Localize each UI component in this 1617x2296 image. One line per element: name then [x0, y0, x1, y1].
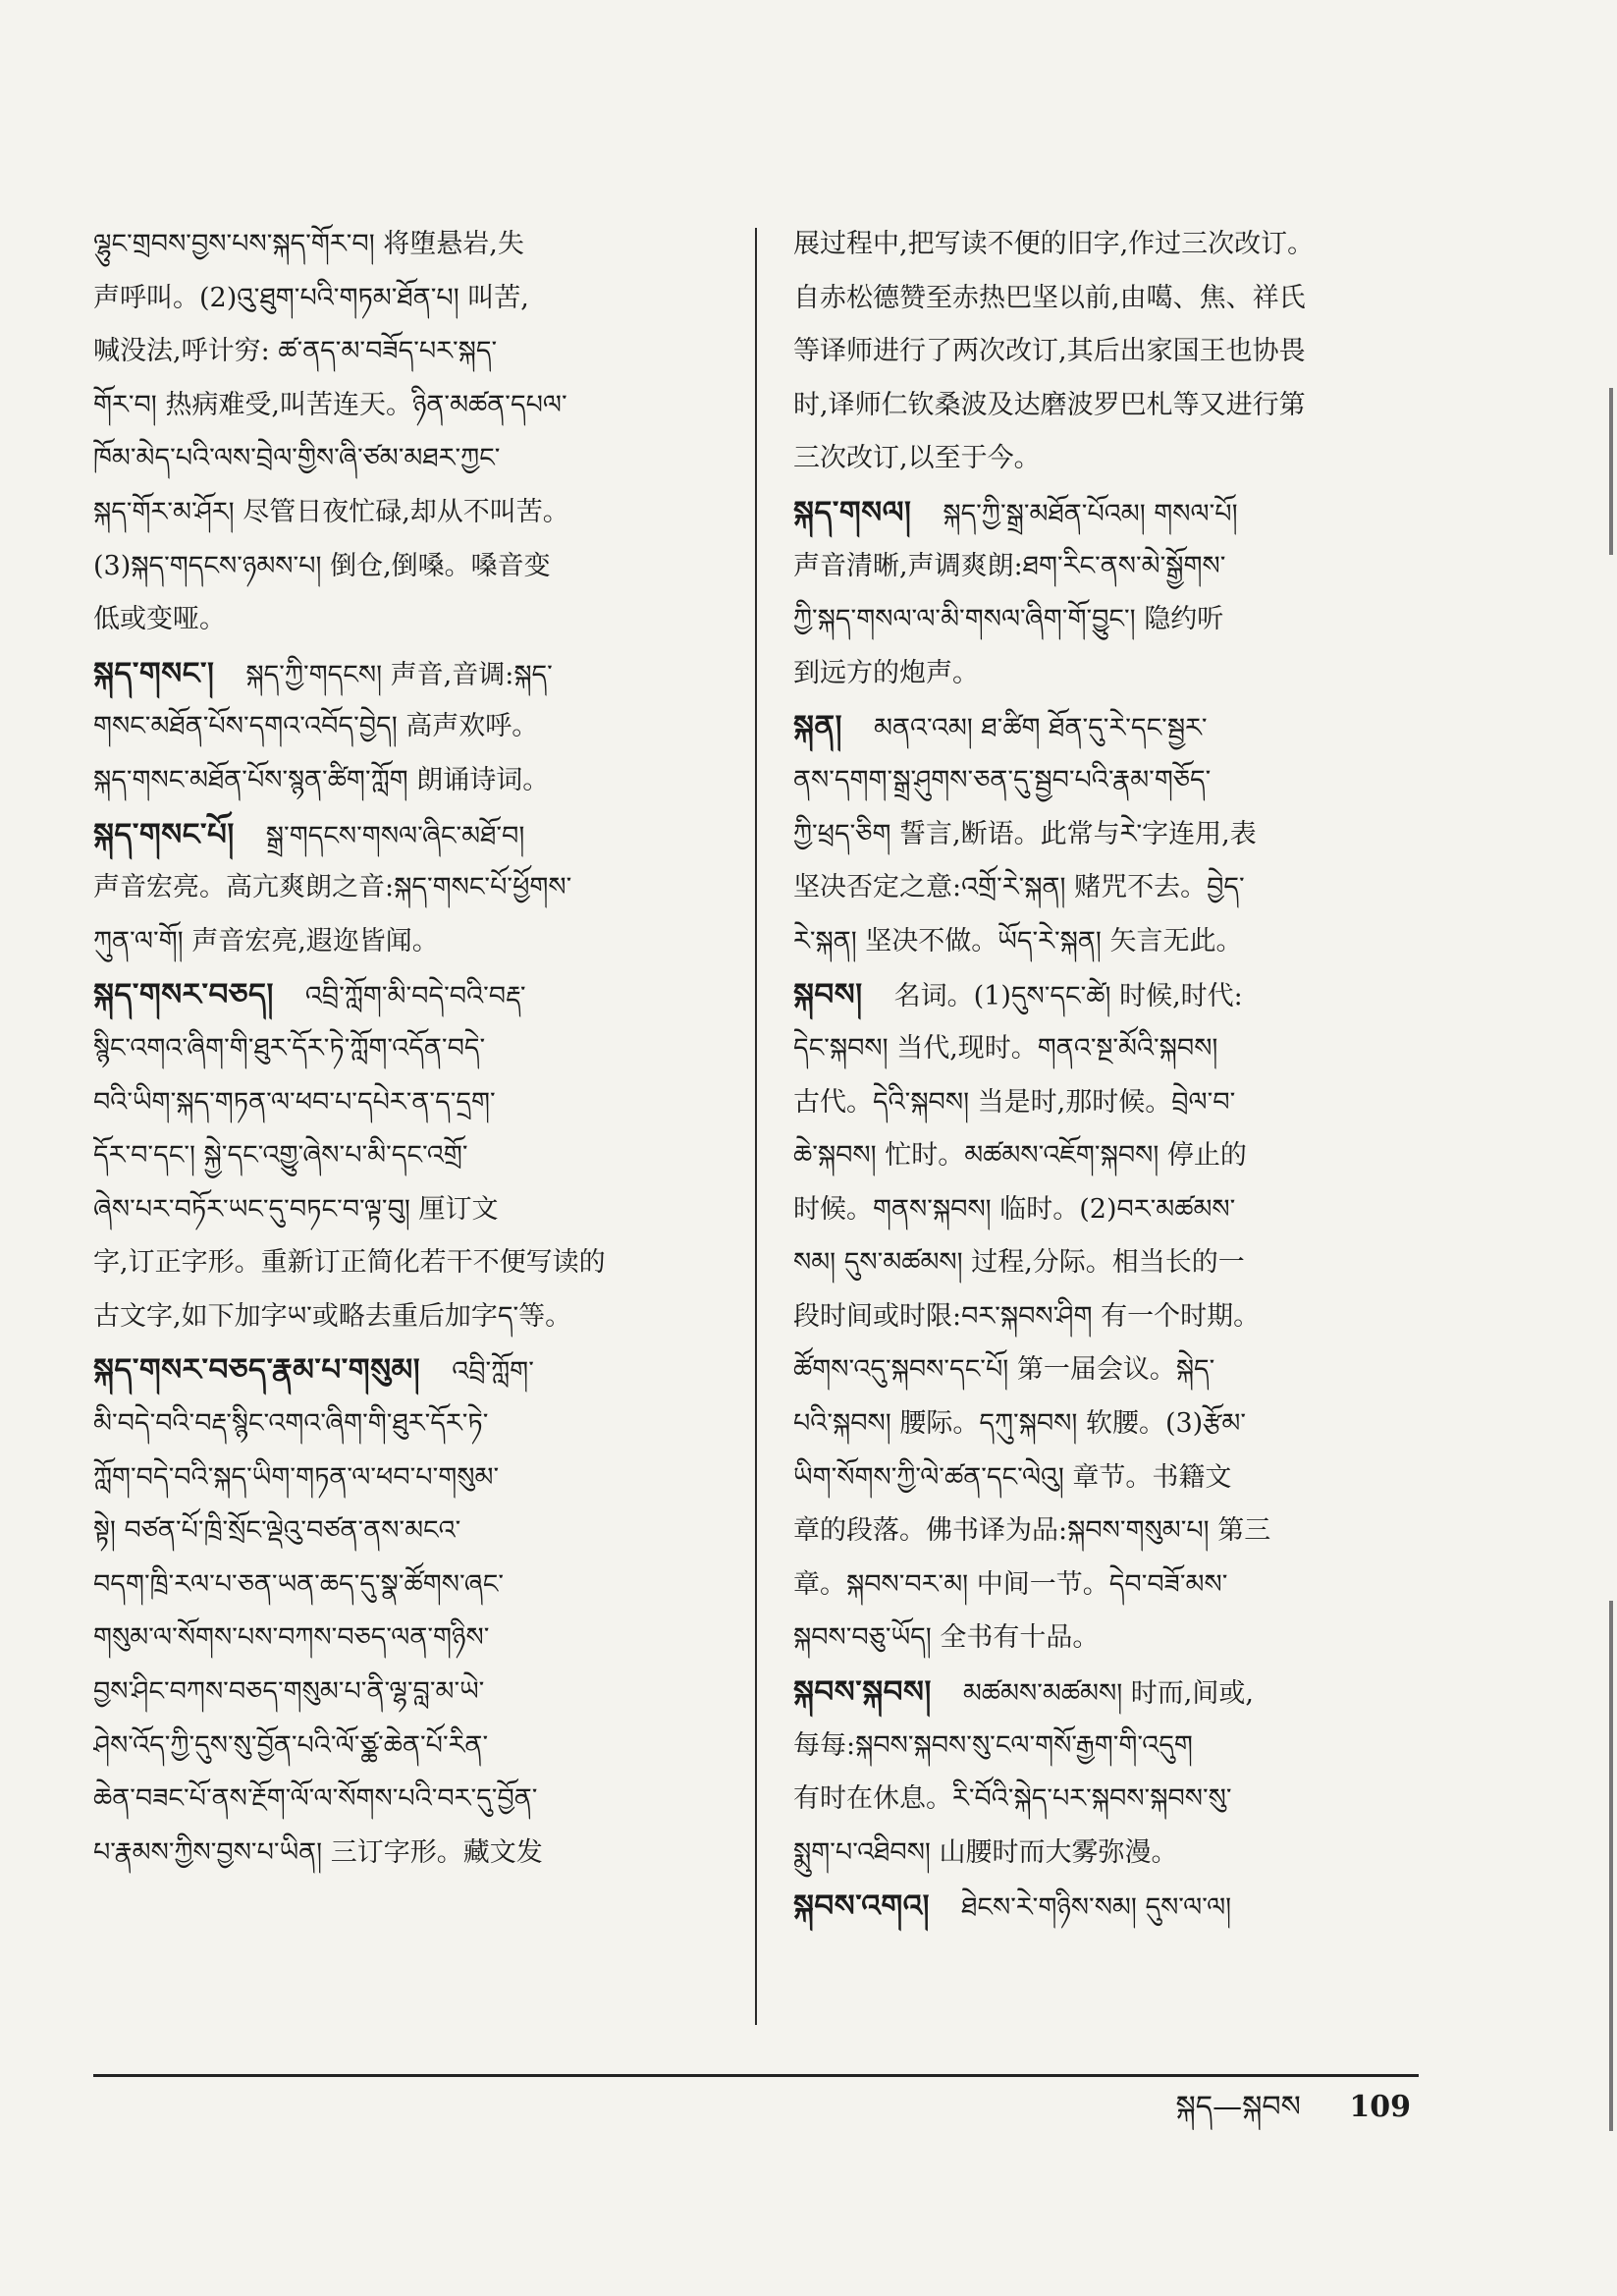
entry-line [93, 700, 749, 754]
entry-line [93, 1558, 749, 1613]
entry-line [793, 486, 1431, 540]
entry-line [93, 272, 749, 326]
entry-line [93, 647, 749, 701]
entry-line [793, 1558, 1431, 1613]
entry-headword: སྐབས། [793, 977, 863, 1013]
entry-text: 名词。(1)དུས་དང་ཚེ། 时候,时代: [893, 981, 1243, 1012]
dictionary-entry [93, 218, 749, 647]
entry-line [793, 861, 1431, 915]
entry-line [793, 968, 1431, 1022]
entry-text: 每每:སྐབས་སྐབས་སུ་ངལ་གསོ་རྒྱག་གི་འདུག [793, 1729, 1193, 1761]
entry-text: 声音清晰,声调爽朗:ཐག་རིང་ནས་མེ་སྒྱོགས་ [793, 550, 1226, 581]
entry-text: ཀུན་ལ་གོ། 声音宏亮,遐迩皆闻。 [93, 925, 439, 957]
entry-line [93, 1666, 749, 1720]
entry-text: སྐད་ཀྱི་གདངས། 声音,音调:སྐད་ [245, 659, 553, 690]
entry-text: གོར་བ། 热病难受,叫苦连天。ཉིན་མཚན་དཔལ་ [93, 389, 567, 420]
entry-text: མི་བདེ་བའི་བརྡ་སྙིང་འགའ་ཞིག་གི་ཐུར་དོར་ཏེ་ [93, 1408, 489, 1440]
entry-line [93, 1183, 749, 1237]
entry-text: སྐད་ཀྱི་སྒྲ་མཐོན་པོའམ། གསལ་པོ། [943, 498, 1238, 529]
entry-line [793, 1451, 1431, 1505]
entry-headword: སྐབས་སྐབས། [793, 1674, 932, 1711]
entry-text: འབྲི་ཀློག་མི་བདེ་བའི་བརྡ་ [304, 981, 526, 1012]
entry-text: 展过程中,把写读不便的旧字,作过三次改订。 [793, 229, 1315, 259]
entry-text: 段时间或时限:བར་སྐབས་ཤིག 有一个时期。 [793, 1300, 1261, 1332]
entry-line [93, 754, 749, 808]
entry-text: 坚决否定之意:འགྲོ་རེ་སྐན། 赌咒不去。བྱེད་ [793, 872, 1245, 903]
entry-text: 等译师进行了两次改订,其后出家国王也协畏 [793, 336, 1306, 367]
entry-headword: སྐད་གསར་བཅད་རྣམ་པ་གསུམ། [93, 1352, 421, 1389]
dictionary-entry [793, 1666, 1431, 1880]
entry-line [793, 432, 1431, 486]
entry-line [93, 915, 749, 969]
entry-text: སྐབས་བཅུ་ཡོད། 全书有十品。 [793, 1622, 1100, 1654]
entry-line [793, 1827, 1431, 1881]
entry-text: དེང་སྐབས། 当代,现时。གནའ་སྔ་མོའི་སྐབས། [793, 1032, 1218, 1064]
entry-text: ཀྱི་སྐད་གསལ་ལ་མི་གསལ་ཞིག་གོ་བྱུང་། 隐约听 [793, 604, 1224, 635]
entry-line [93, 1773, 749, 1827]
entry-text: སྐད་གསང་མཐོན་པོས་སྙན་ཚིག་ཀློག 朗诵诗词。 [93, 764, 550, 795]
entry-line [793, 1236, 1431, 1290]
entry-line [93, 486, 749, 540]
entry-line [93, 1720, 749, 1774]
entry-headword: སྐད་གསང་པོ། [93, 816, 235, 852]
entry-line [93, 1397, 749, 1451]
entry-text: 古文字,如下加字ཡ་或略去重后加字ད་等。 [93, 1300, 572, 1332]
entry-line [93, 1827, 749, 1881]
entry-text: 章的段落。佛书译为品:སྐབས་གསུམ་པ། 第三 [793, 1515, 1271, 1547]
page-number: 109 [1349, 2090, 1411, 2124]
entry-text: ཚོགས་འདུ་སྐབས་དང་པོ། 第一届会议。སྐེད་ [793, 1354, 1215, 1386]
right-column [793, 218, 1431, 1934]
entry-headword: སྐན། [793, 709, 842, 745]
entry-line [793, 1773, 1431, 1827]
entry-text: 有时在休息。རི་བོའི་སྐེད་པར་སྐབས་སྐབས་སུ་ [793, 1783, 1232, 1815]
entry-line [793, 1880, 1431, 1934]
entry-line [93, 1129, 749, 1183]
entry-text: ཤེས་འོད་ཀྱི་དུས་སུ་བྱོན་པའི་ལོ་ཙྪ་ཆེན་པོ་རིན་ [93, 1729, 489, 1761]
entry-headword: སྐད་གསང་། [93, 655, 215, 691]
entry-text: 喊没法,呼计穷: ཚ་ནད་མ་བཟོད་པར་སྐད་ [93, 336, 498, 367]
entry-text: བདག་ཁྲི་རལ་པ་ཅན་ཡན་ཆད་དུ་སྣ་ཚོགས་ཞང་ [93, 1568, 505, 1600]
entry-line [793, 1666, 1431, 1720]
entry-text: 声音宏亮。高亢爽朗之音:སྐད་གསང་པོ་ཕྱོགས་ [93, 872, 572, 903]
entry-text: སྐད་གོར་མ་ཤོར། 尽管日夜忙碌,却从不叫苦。 [93, 496, 569, 527]
entry-text: 自赤松德赞至赤热巴坚以前,由噶、焦、祥氏 [793, 282, 1306, 313]
entry-text: 章。སྐབས་བར་མ། 中间一节。དེབ་བཟོ་མས་ [793, 1568, 1228, 1600]
entry-text: ཡིག་སོགས་ཀྱི་ལེ་ཚན་དང་ལེའུ། 章节。书籍文 [793, 1461, 1232, 1493]
headword-range: སྐད—སྐབས [1175, 2090, 1301, 2124]
entry-text: 到远方的炮声。 [793, 657, 979, 688]
entry-text: རེ་སྐན། 坚决不做。ཡོད་རེ་སྐན། 矢言无此。 [793, 925, 1243, 957]
entry-line [793, 1504, 1431, 1558]
entry-line [793, 1022, 1431, 1076]
entry-line [793, 808, 1431, 862]
entry-line [793, 325, 1431, 379]
entry-line [93, 968, 749, 1022]
entry-text: 时,译师仁钦桑波及达磨波罗巴札等又进行第 [793, 389, 1306, 420]
dictionary-entry [93, 808, 749, 969]
entry-text: མཚམས་མཚམས། 时而,间或, [962, 1678, 1254, 1710]
entry-line [93, 218, 749, 272]
entry-line [793, 1720, 1431, 1774]
entry-text: སྙིང་འགའ་ཞིག་གི་ཐུར་དོར་ཏེ་ཀློག་འདོན་བདེ་ [93, 1032, 486, 1064]
entry-line [793, 915, 1431, 969]
entry-text: དོར་བ་དང་། སྐྱེ་དང་འགྱུ་ཞེས་པ་མི་དང་འགྲོ་ [93, 1140, 468, 1172]
entry-text: ཐེངས་རེ་གཉིས་སམ། དུས་ལ་ལ། [961, 1892, 1232, 1924]
entry-text: 古代。དེའི་སྐབས། 当是时,那时候。བྲེལ་བ་ [793, 1086, 1236, 1118]
dictionary-entry [793, 1880, 1431, 1934]
entry-text: 声呼叫。(2)འུ་ཐུག་པའི་གཏམ་ཐོན་པ། 叫苦, [93, 282, 529, 313]
entry-text: 字,订正字形。重新订正简化若干不便写读的 [93, 1247, 606, 1279]
entry-headword: སྐད་གསལ། [793, 494, 912, 530]
entry-headword: སྐད་གསར་བཅད། [93, 977, 274, 1013]
entry-line [93, 1451, 749, 1505]
entry-line [793, 1612, 1431, 1666]
entry-line [793, 1183, 1431, 1237]
entry-line [793, 379, 1431, 433]
entry-text: སམ། དུས་མཚམས། 过程,分际。相当长的一 [793, 1247, 1245, 1279]
entry-line [93, 808, 749, 862]
entry-text: པའི་སྐབས། 腰际。དཀུ་སྐབས། 软腰。(3)རྩོམ་ [793, 1408, 1247, 1440]
entry-line [793, 540, 1431, 594]
entry-line [93, 1236, 749, 1290]
scan-edge-mark [1609, 1601, 1613, 2131]
entry-line [793, 1129, 1431, 1183]
entry-text: 低或变哑。 [93, 604, 226, 635]
dictionary-entry [793, 486, 1431, 700]
entry-line [793, 754, 1431, 808]
entry-line [93, 325, 749, 379]
entry-line [93, 593, 749, 647]
entry-line [93, 432, 749, 486]
entry-text: ཀྱི་ཕྲད་ཅིག 誓言,断语。此常与རེ་字连用,表 [793, 818, 1257, 849]
entry-text: སྨུག་པ་འཐིབས། 山腰时而大雾弥漫。 [793, 1836, 1178, 1868]
entry-line [793, 700, 1431, 754]
entry-text: ཁོམ་མེད་པའི་ལས་བྲེལ་གྱིས་ཞི་ཙམ་མཐར་ཀྱང་ [93, 443, 501, 474]
entry-line [93, 1343, 749, 1397]
entry-line [93, 1290, 749, 1344]
dictionary-entry [793, 968, 1431, 1666]
entry-line [793, 1397, 1431, 1451]
entry-text: ཆེ་སྐབས། 忙时。མཚམས་འཇོག་སྐབས། 停止的 [793, 1140, 1247, 1172]
entry-text: ཀློག་བདེ་བའི་སྐད་ཡིག་གཏན་ལ་ཕབ་པ་གསུམ་ [93, 1461, 500, 1493]
dictionary-entry [93, 968, 749, 1343]
entry-text: ནས་དགག་སྒྲ་ཤུགས་ཅན་དུ་སྦྱབ་པའི་རྣམ་གཅོད་ [793, 764, 1212, 795]
entry-text: འབྲི་ཀློག་ [452, 1356, 534, 1388]
entry-text: གསུམ་ལ་སོགས་པས་བཀས་བཅད་ལན་གཉིས་ [93, 1622, 490, 1654]
bottom-rule [93, 2074, 1419, 2077]
entry-text: བའི་ཡིག་སྐད་གཏན་ལ་ཕབ་པ་དཔེར་ན་ད་དྲག་ [93, 1086, 496, 1118]
dictionary-entry [793, 700, 1431, 968]
scan-edge-mark [1609, 388, 1613, 555]
entry-text: མནའ་འམ། ཐ་ཚིག ཐོན་དུ་རེ་དང་སྦྱར་ [873, 713, 1208, 744]
entry-line [93, 1504, 749, 1558]
entry-line [793, 1343, 1431, 1397]
entry-line [793, 1076, 1431, 1130]
entry-text: བྱས་ཤིང་བཀས་བཅད་གསུམ་པ་ནི་ལྷ་བླ་མ་ཡེ་ [93, 1676, 485, 1708]
left-column [93, 218, 749, 1880]
entry-line [793, 1290, 1431, 1344]
entry-text: སྒྲ་གདངས་གསལ་ཞིང་མཐོ་བ། [265, 820, 525, 851]
dictionary-entry [93, 647, 749, 808]
entry-text: ཆེན་བཟང་པོ་ནས་རྔོག་ལོ་ལ་སོགས་པའི་བར་དུ་བྱོན་ [93, 1783, 538, 1815]
entry-line [93, 1076, 749, 1130]
entry-line [93, 379, 749, 433]
entry-text: ལྷུང་གྲབས་བྱས་པས་སྐད་གོར་བ། 将堕悬岩,失 [93, 229, 524, 259]
entry-line [93, 540, 749, 594]
dictionary-entry [793, 218, 1431, 486]
entry-text: སྟེ། བཙན་པོ་ཁྲི་སྲོང་ལྡེའུ་བཙན་ནས་མངའ་ [93, 1515, 461, 1547]
entry-text: པ་རྣམས་ཀྱིས་བྱས་པ་ཡིན། 三订字形。藏文发 [93, 1836, 543, 1868]
entry-text: ཞེས་པར་བཏོར་ཡང་དུ་བཏང་བ་ལྟ་བུ། 厘订文 [93, 1193, 499, 1225]
entry-line [793, 218, 1431, 272]
column-divider [755, 228, 757, 2025]
entry-line [93, 1612, 749, 1666]
entry-text: གསང་མཐོན་པོས་དགའ་འབོད་བྱེད། 高声欢呼。 [93, 711, 539, 742]
entry-headword: སྐབས་འགའ། [793, 1888, 931, 1925]
page-footer [1175, 2084, 1411, 2131]
entry-text: 三次改订,以至于今。 [793, 443, 1041, 474]
entry-text: 时候。གནས་སྐབས། 临时。(2)བར་མཚམས་ [793, 1193, 1236, 1225]
entry-line [93, 861, 749, 915]
entry-text: (3)སྐད་གདངས་ཉམས་པ། 倒仓,倒嗓。嗓音变 [93, 550, 551, 581]
entry-line [793, 593, 1431, 647]
entry-line [793, 272, 1431, 326]
entry-line [793, 647, 1431, 701]
dictionary-entry [93, 1343, 749, 1880]
entry-line [93, 1022, 749, 1076]
